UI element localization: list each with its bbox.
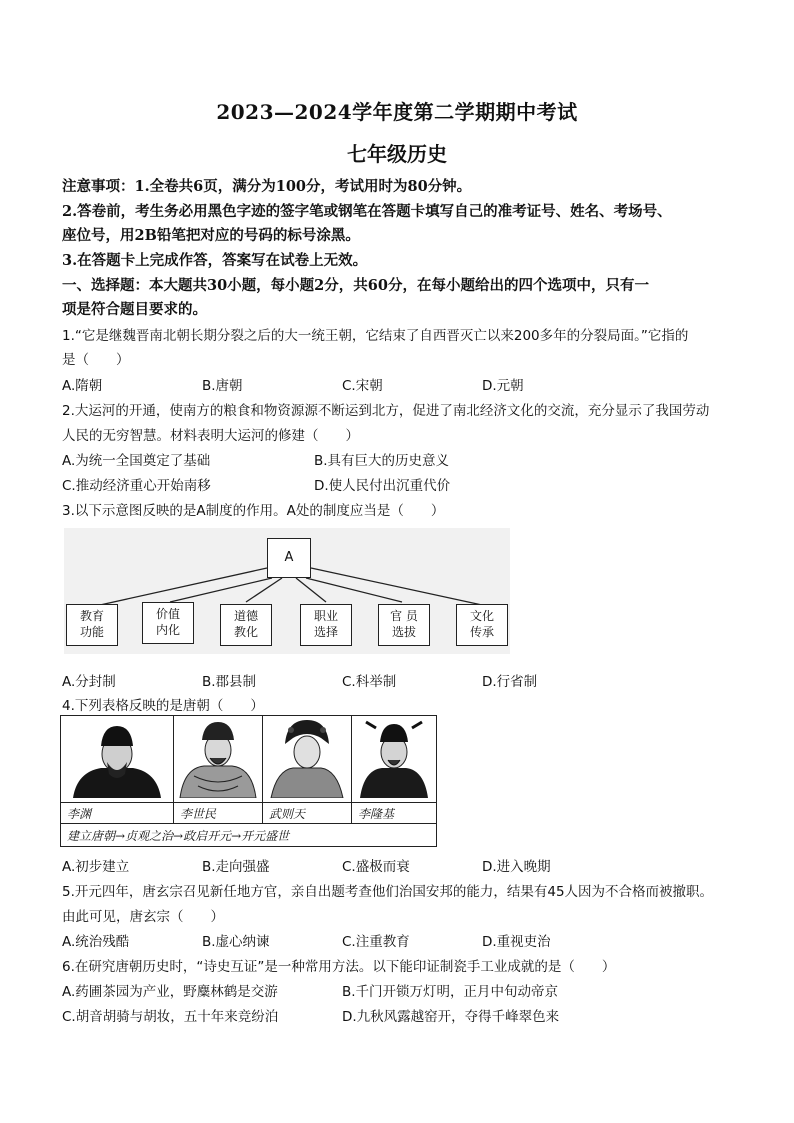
q3-option-b[interactable]: B.郡县制	[202, 674, 257, 690]
diagram-box-text: 教育	[79, 609, 104, 623]
q3-diagram	[64, 528, 510, 654]
diagram-box-text: 传承	[469, 625, 494, 639]
exam-title: 2023—2024学年度第二学期期中考试	[216, 100, 578, 124]
q2-stem-2: 人民的无穷智慧。材料表明大运河的修建（ ）	[62, 428, 359, 444]
q1-option-b[interactable]: B.唐朝	[202, 378, 243, 394]
note-4: 3.在答题卡上完成作答，答案写在试卷上无效。	[62, 252, 368, 269]
q2-option-c[interactable]: C.推动经济重心开始南移	[62, 478, 211, 494]
q6-option-a[interactable]: A.药圃茶园为产业，野麋林鹤是交游	[62, 984, 278, 1000]
diagram-box-official	[378, 604, 430, 646]
q4-option-c[interactable]: C.盛极而衰	[342, 859, 410, 875]
emperor-name: 李世民	[174, 803, 263, 824]
q6-option-b[interactable]: B.千门开锁万灯明，正月中旬动帝京	[342, 984, 559, 1000]
diagram-box-career	[300, 604, 352, 646]
q4-stem: 4.下列表格反映的是唐朝（ ）	[62, 698, 264, 714]
emperor-name: 李隆基	[352, 803, 437, 824]
emperor-portrait-image	[263, 716, 351, 798]
diagram-box-morality	[220, 604, 272, 646]
diagram-box-text: 官 员	[390, 609, 418, 623]
q1-stem-2: 是（ ）	[62, 352, 130, 368]
q6-option-c[interactable]: C.胡音胡骑与胡妆，五十年来竞纷泊	[62, 1009, 279, 1025]
diagram-box-text: 教化	[233, 625, 258, 639]
emperor-name: 武则天	[263, 803, 352, 824]
q4-option-a[interactable]: A.初步建立	[62, 859, 130, 875]
q6-option-d[interactable]: D.九秋风露越窑开，夺得千峰翠色来	[342, 1009, 560, 1025]
note-1: 注意事项：1.全卷共6页，满分为100分，考试用时为80分钟。	[62, 178, 472, 195]
portrait-li-yuan	[61, 716, 174, 803]
q5-stem-1: 5.开元四年，唐玄宗召见新任地方官，亲自出题考查他们治国安邦的能力，结果有45人因为不合格而被撤职。	[62, 884, 714, 900]
q5-option-a[interactable]: A.统治残酷	[62, 934, 130, 950]
diagram-box-text: 文化	[469, 609, 494, 623]
q3-option-c[interactable]: C.科举制	[342, 674, 397, 690]
q6-stem: 6.在研究唐朝历史时，“诗史互证”是一种常用方法。以下能印证制瓷手工业成就的是（ ）	[62, 959, 616, 975]
diagram-center-box: A	[267, 538, 311, 578]
q3-option-a[interactable]: A.分封制	[62, 674, 116, 690]
diagram-box-text: 选择	[313, 625, 338, 639]
emperor-portrait-image	[61, 716, 173, 798]
q3-option-d[interactable]: D.行省制	[482, 674, 538, 690]
diagram-box-education	[66, 604, 118, 646]
q4-option-b[interactable]: B.走向强盛	[202, 859, 270, 875]
q1-option-d[interactable]: D.元朝	[482, 378, 524, 394]
emperor-portrait-image	[174, 716, 262, 798]
diagram-box-text: 功能	[79, 625, 104, 639]
portrait-wu-zetian	[263, 716, 352, 803]
q1-option-a[interactable]: A.隋朝	[62, 378, 103, 394]
q2-option-d[interactable]: D.使人民付出沉重代价	[314, 478, 451, 494]
q4-option-d[interactable]: D.进入晚期	[482, 859, 551, 875]
q1-option-c[interactable]: C.宋朝	[342, 378, 383, 394]
diagram-box-text: 道德	[233, 609, 258, 623]
diagram-box-text: 价值	[155, 607, 180, 621]
exam-subtitle: 七年级历史	[347, 142, 447, 166]
q2-option-a[interactable]: A.为统一全国奠定了基础	[62, 453, 211, 469]
q5-stem-2: 由此可见，唐玄宗（ ）	[62, 909, 224, 925]
q5-option-d[interactable]: D.重视吏治	[482, 934, 551, 950]
section-heading-1: 一、选择题：本大题共30小题，每小题2分，共60分，在每小题给出的四个选项中，只有一	[62, 277, 649, 294]
diagram-box-culture	[456, 604, 508, 646]
diagram-box-values	[142, 602, 194, 644]
q2-option-b[interactable]: B.具有巨大的历史意义	[314, 453, 450, 469]
q3-stem: 3.以下示意图反映的是A制度的作用。A处的制度应当是（ ）	[62, 503, 445, 519]
diagram-box-text: 内化	[155, 623, 180, 637]
portrait-li-longji	[352, 716, 437, 803]
portrait-li-shimin	[174, 716, 263, 803]
diagram-box-text: 职业	[313, 609, 338, 623]
note-2: 2.答卷前，考生务必用黑色字迹的签字笔或钢笔在答题卡填写自己的准考证号、姓名、考场号、	[62, 203, 672, 220]
q1-stem-1: 1.“它是继魏晋南北朝长期分裂之后的大一统王朝，它结束了自西晋灭亡以来200多年的分裂局面。”它指的	[62, 328, 689, 344]
q2-stem-1: 2.大运河的开通，使南方的粮食和物资源源不断运到北方，促进了南北经济文化的交流，充分显示了我国劳动	[62, 403, 710, 419]
emperor-portrait-image	[352, 716, 436, 798]
emperor-name: 李渊	[61, 803, 174, 824]
q4-emperor-table	[60, 715, 437, 847]
note-3: 座位号，用2B铅笔把对应的号码的标号涂黑。	[62, 227, 360, 244]
q5-option-b[interactable]: B.虚心纳谏	[202, 934, 270, 950]
section-heading-2: 项是符合题目要求的。	[62, 301, 207, 318]
q5-option-c[interactable]: C.注重教育	[342, 934, 410, 950]
diagram-box-text: 选拔	[391, 625, 416, 639]
dynasty-chain: 建立唐朝→贞观之治→政启开元→开元盛世	[61, 824, 437, 847]
